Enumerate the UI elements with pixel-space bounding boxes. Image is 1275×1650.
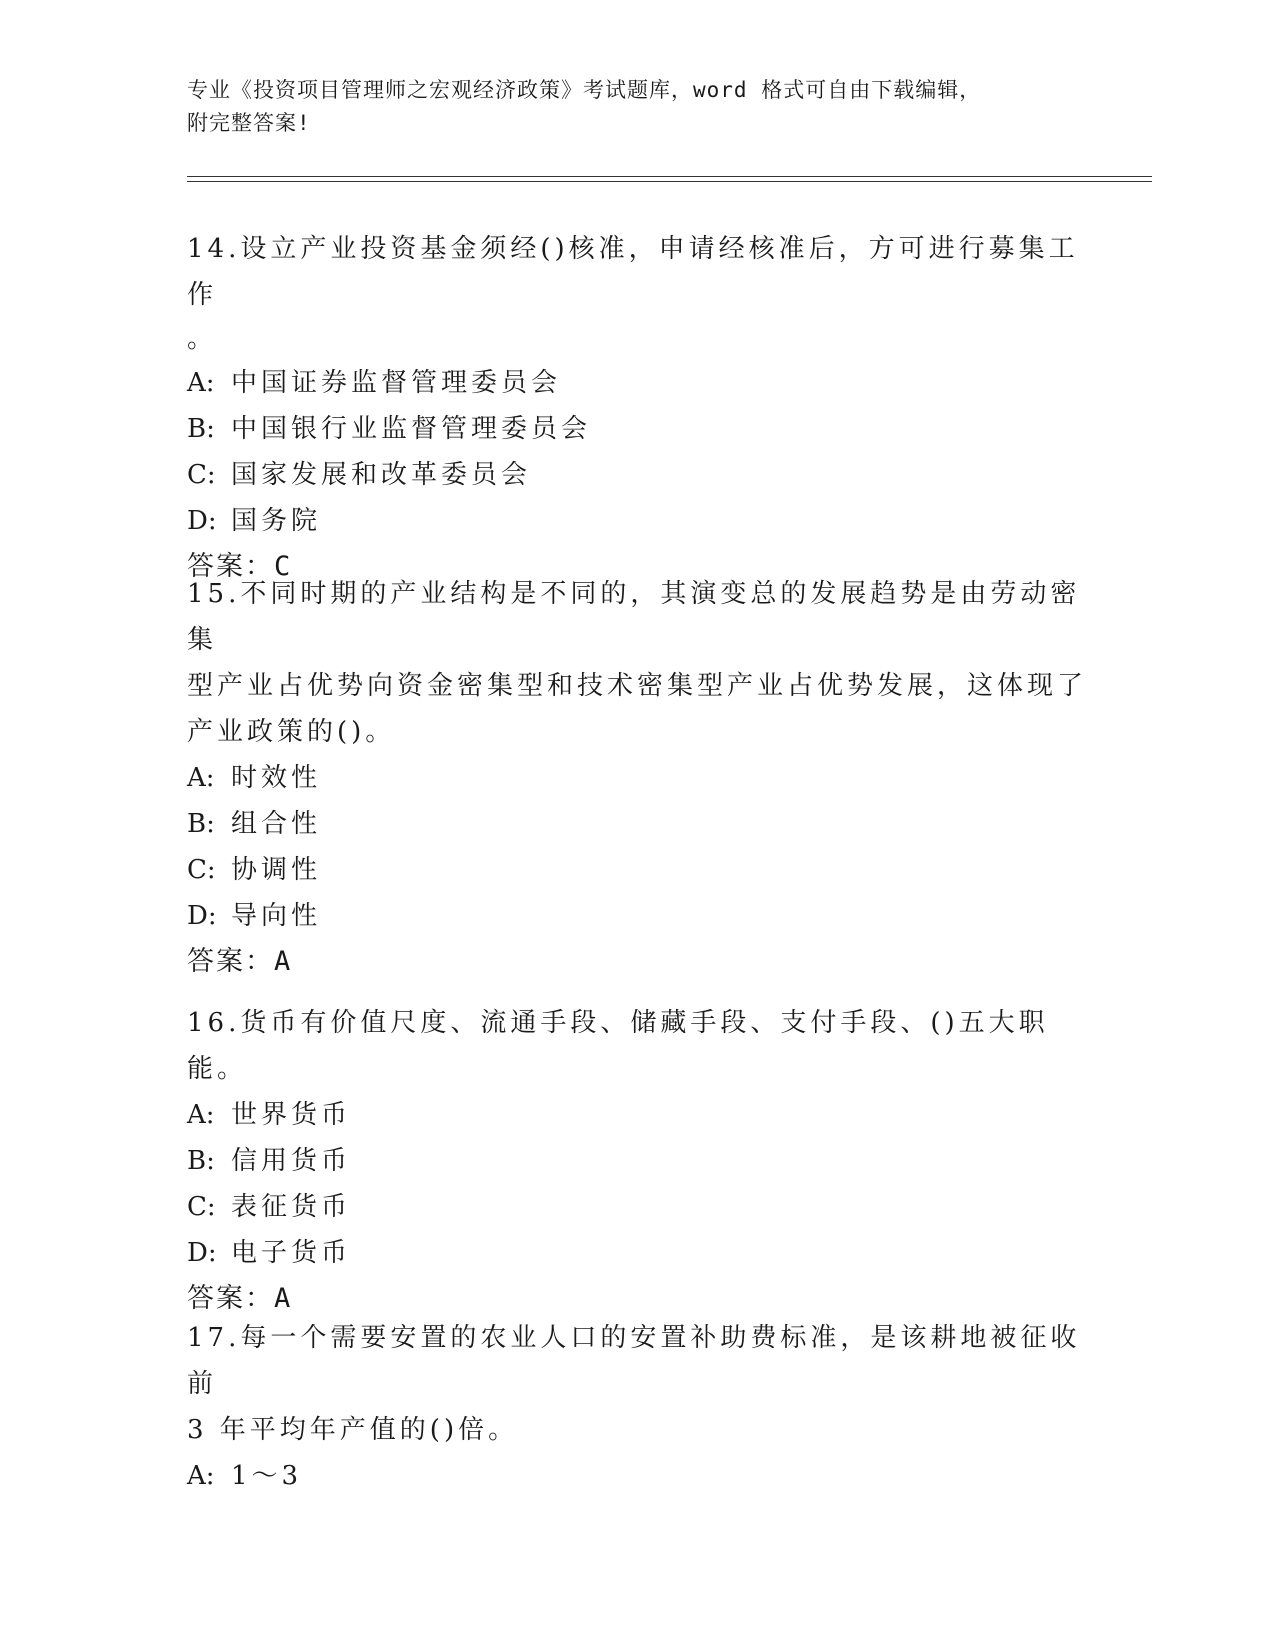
option-text: 信用货币 — [231, 1146, 352, 1176]
option-a — [187, 755, 1087, 801]
option-text: 协调性 — [231, 855, 322, 885]
option-text: 导向性 — [231, 901, 322, 931]
question-14 — [187, 226, 1087, 590]
question-stem-line: 16.货币有价值尺度、流通手段、储藏手段、支付手段、()五大职能。 — [187, 1008, 1049, 1084]
option-text: 电子货币 — [231, 1238, 352, 1268]
option-d — [187, 498, 1087, 544]
header-line-2: 附完整答案! — [187, 111, 311, 135]
option-text: 中国证券监督管理委员会 — [231, 368, 562, 398]
option-a — [187, 360, 1087, 406]
option-label: A: — [187, 368, 215, 398]
option-b — [187, 406, 1087, 452]
option-label: B: — [187, 1146, 215, 1176]
answer-value: A — [274, 946, 293, 977]
answer — [187, 939, 1087, 985]
option-label: B: — [187, 809, 215, 839]
option-label: D: — [187, 1238, 217, 1268]
answer-value: C — [274, 551, 293, 582]
option-d — [187, 893, 1087, 939]
question-stem-line: 17.每一个需要安置的农业人口的安置补助费标准，是该耕地被征收前 — [187, 1323, 1081, 1399]
question-stem-line: 型产业占优势向资金密集型和技术密集型产业占优势发展，这体现了 — [187, 671, 1088, 701]
option-a — [187, 1453, 1087, 1499]
option-text: 表征货币 — [231, 1192, 352, 1222]
header-divider-top — [187, 176, 1152, 177]
option-label: C: — [187, 1192, 216, 1222]
header-line-1: 专业《投资项目管理师之宏观经济政策》考试题库，word 格式可自由下载编辑， — [187, 78, 982, 102]
option-label: A: — [187, 1100, 215, 1130]
option-b — [187, 1138, 1087, 1184]
option-text: 中国银行业监督管理委员会 — [231, 414, 592, 444]
option-text: 国务院 — [231, 506, 322, 536]
option-text: 世界货币 — [231, 1100, 352, 1130]
document-header — [187, 74, 1087, 140]
option-c — [187, 1184, 1087, 1230]
option-b — [187, 801, 1087, 847]
answer-label: 答案： — [187, 1283, 274, 1314]
option-text: 国家发展和改革委员会 — [231, 460, 532, 490]
option-c — [187, 452, 1087, 498]
option-text: 1～3 — [231, 1461, 303, 1491]
question-16 — [187, 1000, 1087, 1322]
option-label: D: — [187, 901, 217, 931]
option-label: C: — [187, 855, 216, 885]
option-label: C: — [187, 460, 216, 490]
option-a — [187, 1092, 1087, 1138]
option-c — [187, 847, 1087, 893]
answer-label: 答案： — [187, 551, 274, 582]
answer-label: 答案： — [187, 946, 274, 977]
option-d — [187, 1230, 1087, 1276]
question-stem-line: 产业政策的()。 — [187, 717, 396, 747]
option-label: B: — [187, 414, 215, 444]
answer-value: A — [274, 1283, 293, 1314]
header-divider-bottom — [187, 181, 1152, 182]
option-label: A: — [187, 1461, 215, 1491]
question-stem-line: 。 — [187, 324, 218, 354]
question-stem-line: 14.设立产业投资基金须经()核准，申请经核准后，方可进行募集工作 — [187, 234, 1079, 310]
question-17 — [187, 1315, 1087, 1499]
question-stem-line: 3 年平均年产值的()倍。 — [187, 1415, 519, 1445]
option-label: D: — [187, 506, 217, 536]
option-text: 时效性 — [231, 763, 322, 793]
question-stem-line: 15.不同时期的产业结构是不同的，其演变总的发展趋势是由劳动密集 — [187, 579, 1081, 655]
option-text: 组合性 — [231, 809, 322, 839]
option-label: A: — [187, 763, 215, 793]
question-15 — [187, 571, 1087, 985]
